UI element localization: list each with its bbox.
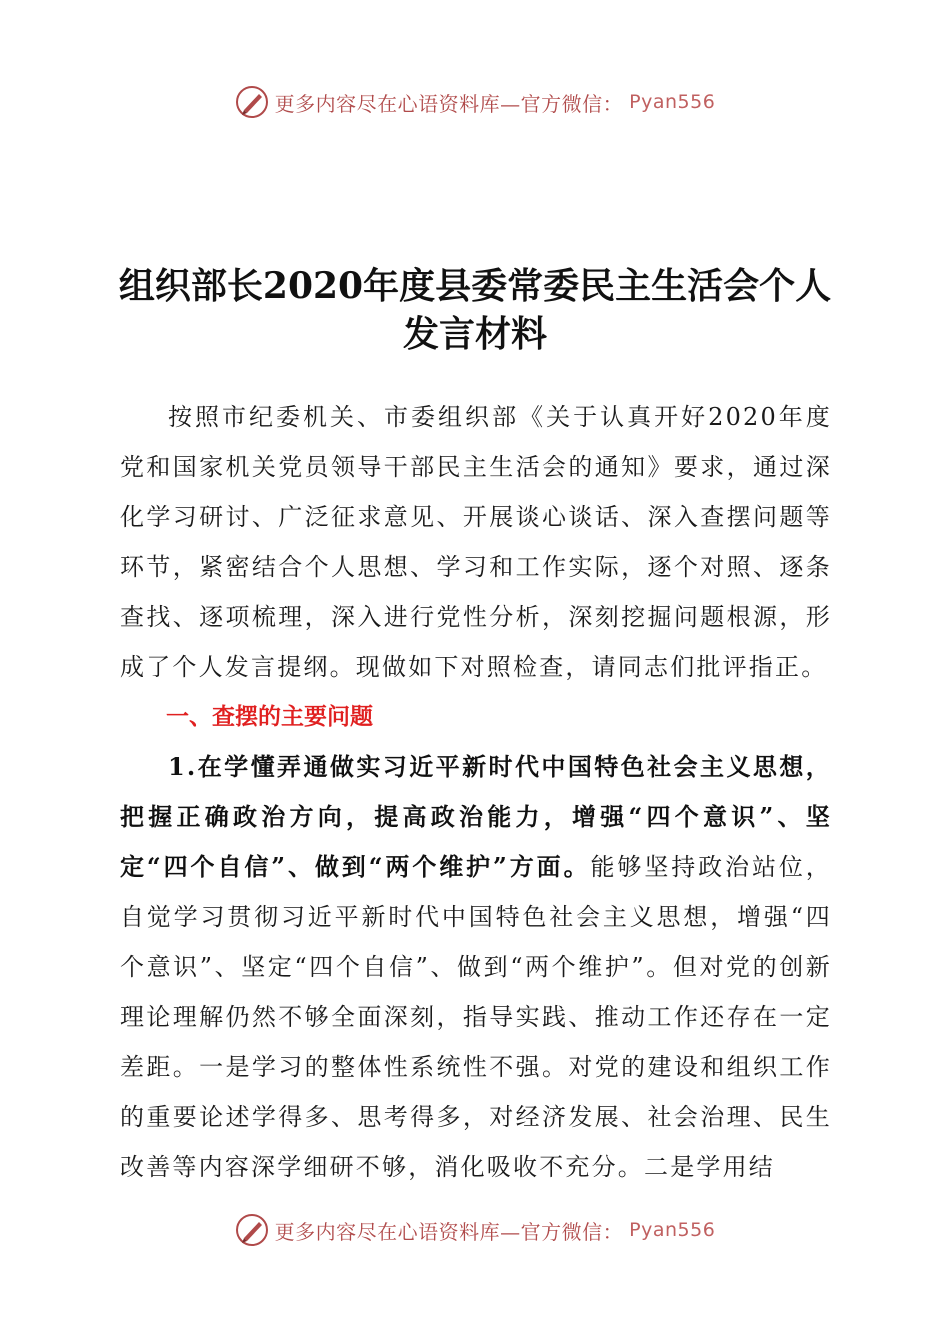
item-paragraph: [120, 742, 832, 1192]
watermark-handle: Pyan556: [629, 1219, 716, 1241]
pen-logo-icon: [235, 85, 269, 119]
pen-logo-icon: [235, 1213, 269, 1247]
intro-paragraph: 按照市纪委机关、市委组织部《关于认真开好2020年度党和国家机关党员领导干部民主生活会的通知》要求，通过深化学习研讨、广泛征求意见、开展谈心谈话、深入查摆问题等环节，紧密结合个人思想、学习和工作实际，逐个对照、逐条查找、逐项梳理，深入进行党性分析，深刻挖掘问题根源，形成了个人发言提纲。现做如下对照检查，请同志们批评指正。: [120, 403, 832, 681]
watermark-handle: Pyan556: [629, 91, 716, 113]
watermark-text: 更多内容尽在心语资料库—官方微信：: [274, 1219, 624, 1244]
item-lead: 1.在学懂弄通做实习近平新时代中国特色社会主义思想，把握正确政治方向，提高政治能力，增强“四个意识”、坚定“四个自信”、做到“两个维护”方面。: [120, 752, 832, 881]
watermark-footer: [0, 1210, 950, 1250]
document-title: 组织部长2020年度县委常委民主生活会个人发言材料: [118, 265, 832, 355]
item-body: 能够坚持政治站位，自觉学习贯彻习近平新时代中国特色社会主义思想，增强“四个意识”、坚定“四个自信”、做到“两个维护”。但对党的创新理论理解仍然不够全面深刻，指导实践、推动工作还存在一定差距。一是学习的整体性系统性不强。对党的建设和组织工作的重要论述学得多、思考得多，对经济发展、社会治理、民生改善等内容深学细研不够，消化吸收不充分。二是学用结: [120, 853, 832, 1181]
section-heading: 一、查摆的主要问题: [166, 704, 373, 730]
watermark-text: 更多内容尽在心语资料库—官方微信：: [274, 91, 624, 116]
watermark-header: [0, 82, 950, 122]
document-body: [120, 392, 832, 1192]
